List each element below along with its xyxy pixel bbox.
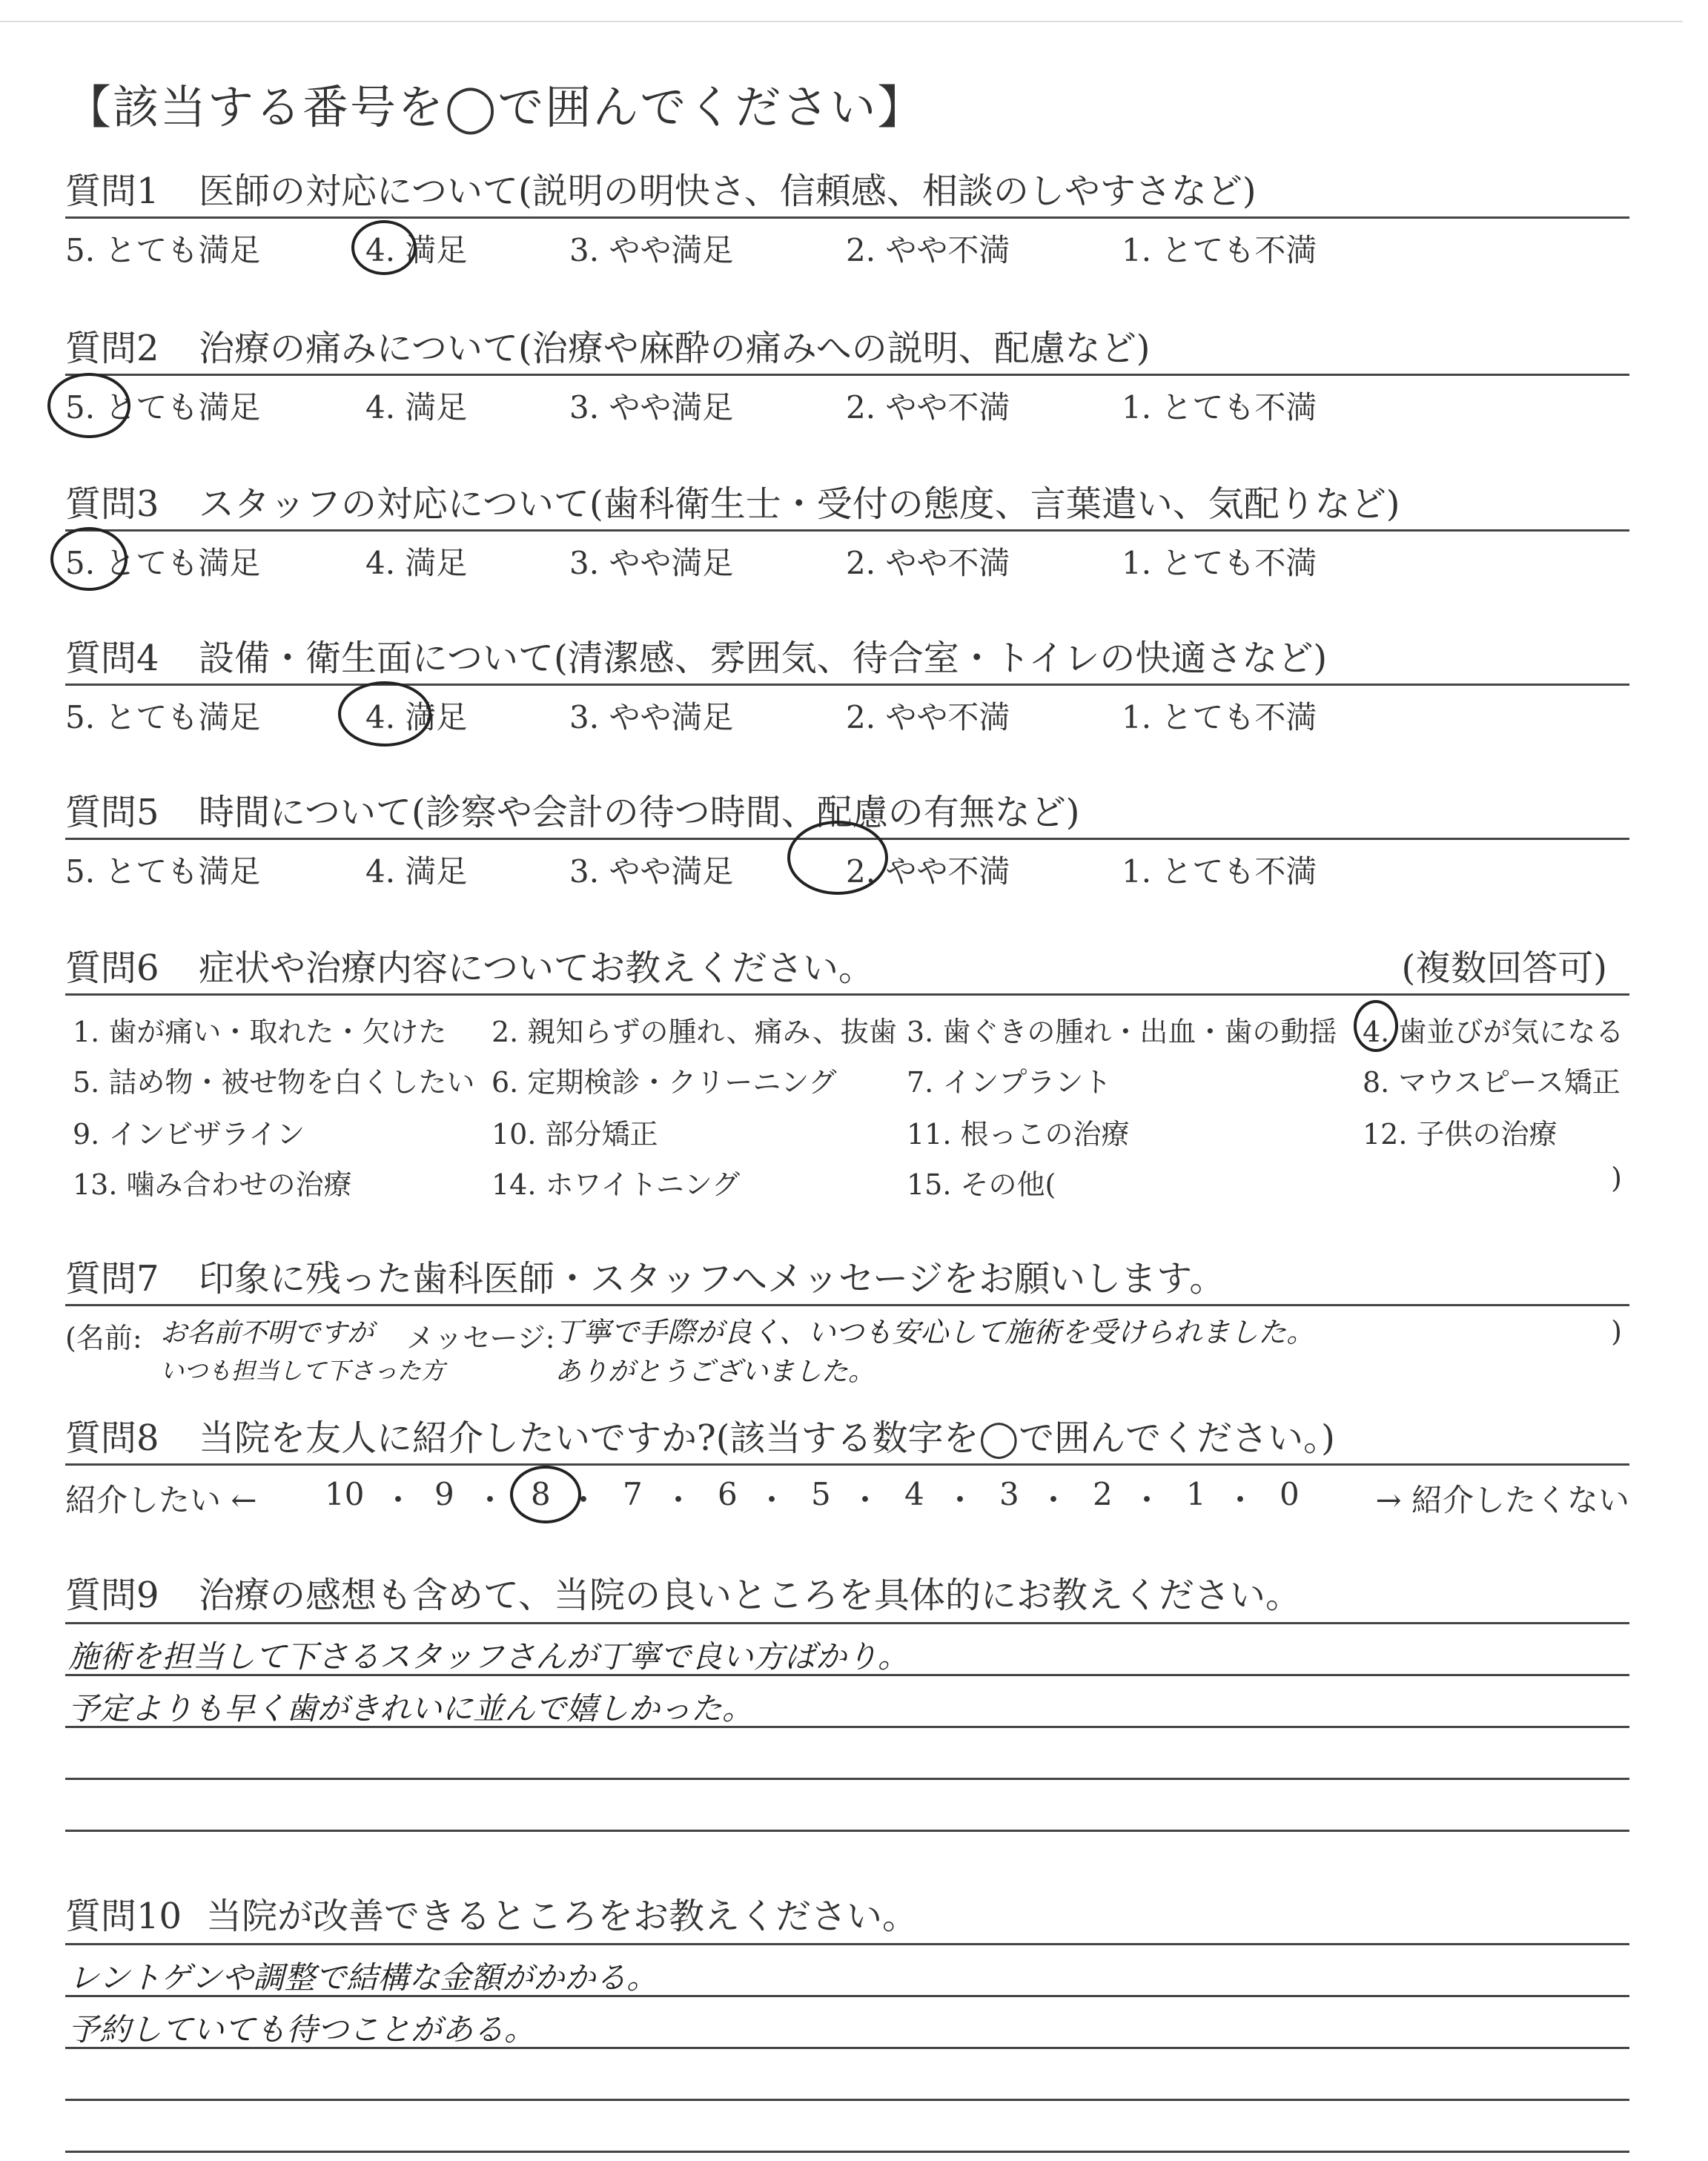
- option-item[interactable]: 15. その他(: [907, 1168, 1056, 1201]
- question-number: 質問3: [65, 483, 159, 525]
- option-4[interactable]: 4. 満足: [365, 389, 468, 426]
- question-text: 設備・衛生面について(清潔感、雰囲気、待合室・トイレの快適さなど): [199, 638, 1328, 679]
- option-item[interactable]: 3. 歯ぐきの腫れ・出血・歯の動揺: [907, 1016, 1337, 1048]
- option-5[interactable]: 5. とても満足: [65, 853, 261, 890]
- answer-rule: [65, 2151, 1629, 2153]
- answer-rule: [65, 1943, 1629, 1945]
- scale-dot: ・: [944, 1482, 976, 1518]
- hand-circle-mark: [1354, 1000, 1398, 1052]
- option-4[interactable]: 4. 満足: [365, 545, 468, 581]
- option-item[interactable]: 11. 根っこの治療: [907, 1118, 1130, 1151]
- handwritten-name: お名前不明ですが: [160, 1318, 374, 1348]
- other-close-paren: ): [1611, 1162, 1622, 1194]
- option-3[interactable]: 3. やや満足: [569, 853, 734, 890]
- question-number: 質問4: [65, 638, 159, 679]
- hand-circle-mark: [47, 373, 130, 438]
- answer-rule: [65, 1622, 1629, 1624]
- question-text: 当院が改善できるところをお教えください。: [206, 1896, 918, 1937]
- question-text: 治療の感想も含めて、当院の良いところを具体的にお教えください。: [199, 1575, 1302, 1616]
- rating-options: [65, 840, 1629, 890]
- question-text: 治療の痛みについて(治療や麻酔の痛みへの説明、配慮など): [199, 328, 1151, 369]
- option-item[interactable]: 12. 子供の治療: [1363, 1118, 1558, 1151]
- question-9: [65, 1573, 1629, 1899]
- handwritten-answer: レントゲンや調整で結構な金額がかかる。: [68, 1959, 658, 1996]
- option-2[interactable]: 2. やや不満: [846, 389, 1010, 426]
- answer-rule: [65, 1830, 1629, 1832]
- hand-circle-mark: [787, 821, 888, 895]
- question-2: [65, 326, 1629, 426]
- multiple-answer-note: (複数回答可): [1401, 947, 1607, 989]
- question-5: [65, 790, 1629, 890]
- question-number: 質問8: [65, 1417, 159, 1459]
- scale-dot: ・: [568, 1482, 600, 1518]
- recommend-scale: [65, 1466, 1629, 1518]
- answer-rule: [65, 1778, 1629, 1780]
- rating-options: [65, 532, 1629, 581]
- option-3[interactable]: 3. やや満足: [569, 232, 734, 268]
- question-text: 当院を友人に紹介したいですか?(該当する数字を◯で囲んでください。): [199, 1417, 1335, 1459]
- answer-lines: [65, 1618, 1629, 1899]
- question-10: [65, 1894, 1629, 2161]
- scale-value[interactable]: 5: [811, 1476, 831, 1512]
- treatment-options: [65, 996, 1629, 1211]
- question-3: [65, 482, 1629, 581]
- option-1[interactable]: 1. とても不満: [1122, 699, 1317, 735]
- option-5[interactable]: 5. とても満足: [65, 232, 261, 268]
- question-4: [65, 636, 1629, 735]
- question-1: [65, 169, 1629, 268]
- question-6: [65, 946, 1629, 1211]
- option-item[interactable]: 1. 歯が痛い・取れた・欠けた: [73, 1016, 447, 1048]
- scale-dot: ・: [1131, 1482, 1163, 1518]
- rating-options: [65, 219, 1629, 268]
- question-text: スタッフの対応について(歯科衛生士・受付の態度、言葉遣い、気配りなど): [199, 483, 1400, 525]
- option-3[interactable]: 3. やや満足: [569, 699, 734, 735]
- scale-dot: ・: [1038, 1482, 1070, 1518]
- scale-dot: ・: [663, 1482, 695, 1518]
- question-number: 質問2: [65, 328, 159, 369]
- question-number: 質問10: [65, 1896, 182, 1937]
- question-number: 質問1: [65, 171, 159, 212]
- option-3[interactable]: 3. やや満足: [569, 545, 734, 581]
- hand-circle-mark: [338, 681, 431, 747]
- scale-right-label: → 紹介したくない: [1375, 1482, 1629, 1518]
- question-text: 医師の対応について(説明の明快さ、信頼感、相談のしやすさなど): [199, 171, 1257, 212]
- answer-lines: [65, 1939, 1629, 2161]
- scale-value[interactable]: 10: [325, 1476, 365, 1512]
- option-5[interactable]: 5. とても満足: [65, 699, 261, 735]
- scale-value[interactable]: 1: [1186, 1476, 1206, 1512]
- question-number: 質問7: [65, 1258, 159, 1300]
- scale-value[interactable]: 9: [434, 1476, 454, 1512]
- option-1[interactable]: 1. とても不満: [1122, 545, 1317, 581]
- question-7: [65, 1257, 1629, 1388]
- option-item[interactable]: 10. 部分矯正: [491, 1118, 658, 1151]
- handwritten-answer: 予約していても待つことがある。: [68, 2011, 536, 2048]
- scale-value[interactable]: 3: [999, 1476, 1019, 1512]
- option-item[interactable]: 9. インビザライン: [73, 1118, 305, 1151]
- survey-heading: 【該当する番号を◯で囲んでください】: [65, 80, 925, 134]
- option-1[interactable]: 1. とても不満: [1122, 232, 1317, 268]
- handwritten-message: 丁寧で手際が良く、いつも安心して施術を受けられました。: [555, 1316, 1315, 1348]
- option-item[interactable]: 14. ホワイトニング: [491, 1168, 741, 1201]
- option-1[interactable]: 1. とても不満: [1122, 389, 1317, 426]
- handwritten-message-2: ありがとうございました。: [555, 1357, 875, 1387]
- scale-value[interactable]: 6: [718, 1476, 738, 1512]
- question-text: 印象に残った歯科医師・スタッフへメッセージをお願いします。: [199, 1258, 1225, 1300]
- scale-dot: ・: [850, 1482, 881, 1518]
- option-item[interactable]: 6. 定期検診・クリーニング: [491, 1066, 837, 1099]
- scale-left-label: 紹介したい ←: [65, 1482, 257, 1518]
- option-2[interactable]: 2. やや不満: [846, 232, 1010, 268]
- option-5[interactable]: 5. とても満足: [65, 545, 261, 581]
- handwritten-answer: 予定よりも早く歯がきれいに並んで嬉しかった。: [68, 1690, 754, 1727]
- scale-value[interactable]: 0: [1280, 1476, 1300, 1512]
- option-4[interactable]: 4. 満足: [365, 232, 468, 268]
- option-4[interactable]: 4. 満足: [365, 699, 468, 735]
- option-2[interactable]: 2. やや不満: [846, 545, 1010, 581]
- scale-value[interactable]: 2: [1093, 1476, 1113, 1512]
- option-3[interactable]: 3. やや満足: [569, 389, 734, 426]
- scale-dot: ・: [1225, 1482, 1257, 1518]
- option-item[interactable]: 7. インプラント: [907, 1066, 1112, 1099]
- scale-value[interactable]: 4: [904, 1476, 924, 1512]
- answer-rule: [65, 2099, 1629, 2101]
- question-number: 質問6: [65, 947, 159, 989]
- option-5[interactable]: 5. とても満足: [65, 389, 261, 426]
- rating-options: [65, 376, 1629, 426]
- scale-dot: ・: [474, 1482, 506, 1518]
- question-number: 質問5: [65, 792, 159, 833]
- option-item[interactable]: 2. 親知らずの腫れ、痛み、抜歯: [491, 1016, 897, 1048]
- scale-value[interactable]: 8: [531, 1476, 551, 1512]
- scale-value[interactable]: 7: [623, 1476, 643, 1512]
- message-area: [65, 1306, 1629, 1388]
- option-item[interactable]: 5. 詰め物・被せ物を白くしたい: [73, 1066, 475, 1099]
- name-label: (名前:: [65, 1322, 142, 1354]
- option-2[interactable]: 2. やや不満: [846, 699, 1010, 735]
- scale-dot: ・: [756, 1482, 788, 1518]
- close-paren: ): [1611, 1315, 1622, 1348]
- question-text: 症状や治療内容についてお教えください。: [199, 947, 875, 989]
- question-number: 質問9: [65, 1575, 159, 1616]
- hand-circle-mark: [510, 1466, 581, 1523]
- handwritten-name-2: いつも担当して下さった方: [160, 1357, 446, 1385]
- option-1[interactable]: 1. とても不満: [1122, 853, 1317, 890]
- scale-dot: ・: [383, 1482, 414, 1518]
- option-4[interactable]: 4. 満足: [365, 853, 468, 890]
- hand-circle-mark: [351, 220, 417, 275]
- question-text: 時間について(診察や会計の待つ時間、配慮の有無など): [199, 792, 1080, 833]
- option-2[interactable]: 2. やや不満: [846, 853, 1010, 890]
- option-item[interactable]: 4. 歯並びが気になる: [1363, 1016, 1624, 1048]
- message-label: メッセージ:: [406, 1322, 555, 1354]
- rating-options: [65, 686, 1629, 735]
- option-item[interactable]: 8. マウスピース矯正: [1363, 1066, 1621, 1099]
- question-8: [65, 1416, 1629, 1518]
- option-item[interactable]: 13. 噛み合わせの治療: [73, 1168, 352, 1201]
- top-border: [0, 21, 1683, 22]
- hand-circle-mark: [50, 527, 128, 591]
- handwritten-answer: 施術を担当して下さるスタッフさんが丁寧で良い方ばかり。: [68, 1638, 910, 1675]
